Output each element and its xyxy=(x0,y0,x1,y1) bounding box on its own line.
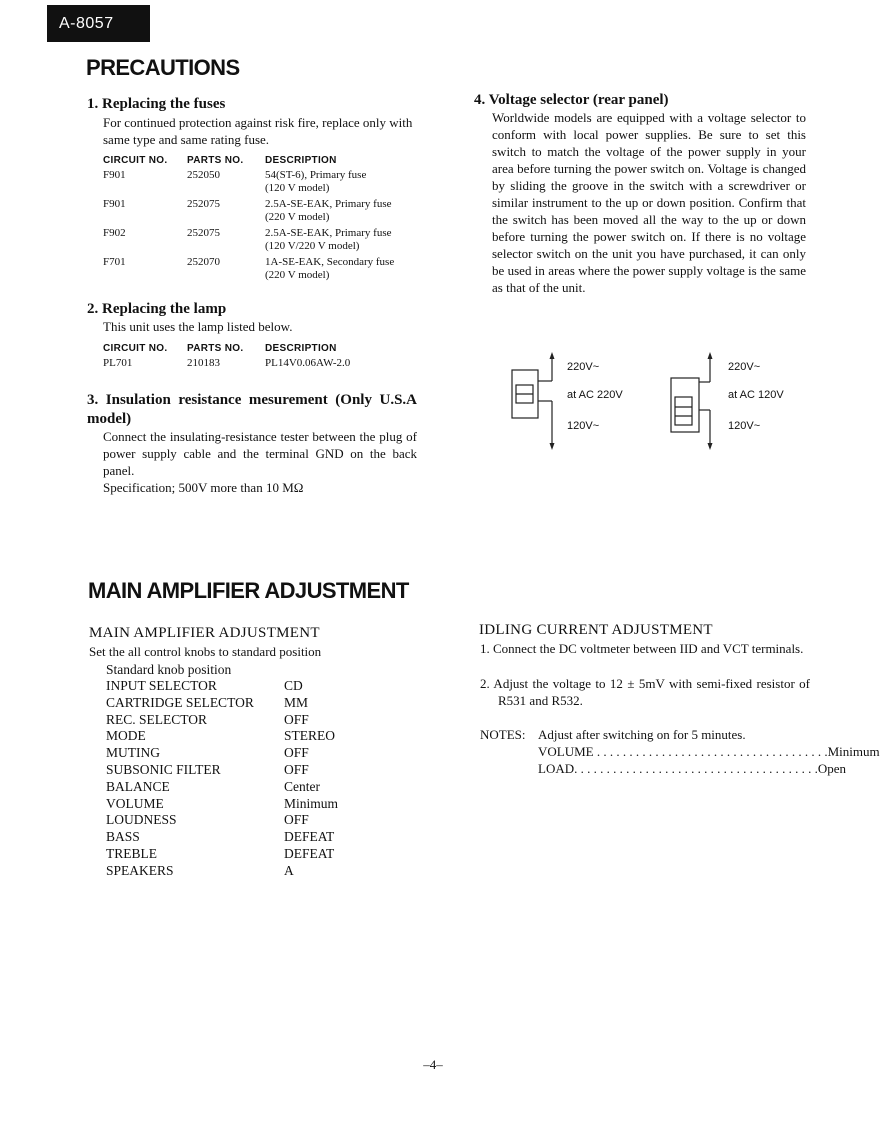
knob-name: BASS xyxy=(106,829,140,845)
notes-label: NOTES: xyxy=(480,727,526,742)
knob-name: SPEAKERS xyxy=(106,862,174,878)
table-row xyxy=(106,812,338,829)
voltage-label-top: 220V~ xyxy=(567,361,600,373)
circuit-no: F701 xyxy=(103,256,126,268)
knob-name: TREBLE xyxy=(106,845,157,861)
knob-name: BALANCE xyxy=(106,778,170,794)
table-row xyxy=(106,829,338,846)
fuses-section-title: 1. Replacing the fuses xyxy=(87,96,226,112)
note-item-value: Minimum xyxy=(827,744,880,759)
insulation-spec: Specification; 500V more than 10 MΩ xyxy=(103,480,304,495)
knob-value: OFF xyxy=(284,711,309,727)
knob-name: VOLUME xyxy=(106,795,164,811)
knob-position-table xyxy=(106,678,338,880)
lamp-section-title: 2. Replacing the lamp xyxy=(87,301,227,317)
table-row xyxy=(106,695,338,712)
table-row xyxy=(106,762,338,779)
knob-name: CARTRIDGE SELECTOR xyxy=(106,694,254,710)
parts-no: 210183 xyxy=(187,357,220,369)
note-item-value: Open xyxy=(817,761,847,776)
knob-value: OFF xyxy=(284,761,309,777)
table-row xyxy=(103,198,394,227)
voltage-text: Worldwide models are equipped with a voltage selector to conform with local power supplies. Be sure to set this switch to match the voltage of the power supply in your area before turning the power switch on. Voltage is changed by sliding the groove in the switch with a screwdriver or similar instrument to the up or down position. Confirm that the switch has been moved all the way to the up or down before turning the power switch on. If there is no voltage selector switch on the unit you have purchased, it can only be used in areas where the power supply voltage is the same as that of the unit. xyxy=(492,110,806,295)
fuse-parts-table xyxy=(103,155,394,285)
knob-value: STEREO xyxy=(284,728,336,744)
knob-value: MM xyxy=(284,694,309,710)
description: 2.5A-SE-EAK, Primary fuse (220 V model) xyxy=(265,198,392,223)
circuit-no: F901 xyxy=(103,198,126,210)
main-amp-subtitle: MAIN AMPLIFIER ADJUSTMENT xyxy=(89,625,320,641)
voltage-label-bottom: 120V~ xyxy=(728,420,761,432)
column-header: PARTS NO. xyxy=(187,343,244,354)
voltage-section-title: 4. Voltage selector (rear panel) xyxy=(474,92,669,108)
knob-value: OFF xyxy=(284,812,309,828)
table-row xyxy=(106,678,338,695)
standard-knob-label: Standard knob position xyxy=(106,662,232,677)
main-amp-heading: MAIN AMPLIFIER ADJUSTMENT xyxy=(88,578,409,603)
table-row xyxy=(106,745,338,762)
description: PL14V0.06AW-2.0 xyxy=(265,357,351,369)
description: 1A-SE-EAK, Secondary fuse (220 V model) xyxy=(265,256,395,281)
idling-step-2: 2. Adjust the voltage to 12 ± 5mV with semi-fixed resistor of R531 and R532. xyxy=(480,676,810,708)
table-row xyxy=(106,712,338,729)
knob-name: REC. SELECTOR xyxy=(106,711,208,727)
lamp-text: This unit uses the lamp listed below. xyxy=(103,319,293,334)
knob-value: A xyxy=(284,862,294,878)
knob-value: DEFEAT xyxy=(284,829,335,845)
parts-no: 252075 xyxy=(187,198,220,210)
column-header: CIRCUIT NO. xyxy=(103,155,168,166)
insulation-section-title: 3. Insulation resistance mesurement (Only U.S.A model) xyxy=(87,392,417,427)
note-item-name: LOAD xyxy=(538,761,575,776)
column-header: PARTS NO. xyxy=(187,155,244,166)
knob-value: DEFEAT xyxy=(284,845,335,861)
table-row xyxy=(103,169,394,198)
page-number: –4– xyxy=(423,1057,443,1072)
notes-text: Adjust after switching on for 5 minutes. xyxy=(538,727,746,742)
circuit-no: PL701 xyxy=(103,357,133,369)
insulation-text: Connect the insulating-resistance tester between the plug of power supply cable and the terminal GND on the back panel. xyxy=(103,429,417,478)
table-row xyxy=(106,779,338,796)
knob-name: INPUT SELECTOR xyxy=(106,678,217,693)
knob-value: OFF xyxy=(284,745,309,761)
main-amp-intro: Set the all control knobs to standard position xyxy=(89,644,322,659)
idling-step-1: 1. Connect the DC voltmeter between IID and VCT terminals. xyxy=(480,641,804,656)
note-item-name: VOLUME xyxy=(538,744,594,759)
lamp-parts-table xyxy=(103,343,350,373)
knob-name: MODE xyxy=(106,728,146,744)
knob-value: Center xyxy=(284,778,320,794)
voltage-switch-diagram-220v xyxy=(505,352,655,450)
description: 2.5A-SE-EAK, Primary fuse (120 V/220 V model) xyxy=(265,227,392,252)
voltage-label-bottom: 120V~ xyxy=(567,420,600,432)
knob-name: MUTING xyxy=(106,745,160,761)
voltage-label-middle: at AC 120V xyxy=(728,389,784,401)
knob-name: LOUDNESS xyxy=(106,812,177,828)
table-row xyxy=(106,846,338,863)
parts-no: 252050 xyxy=(187,169,220,181)
idling-notes xyxy=(480,726,880,777)
note-item xyxy=(480,743,880,760)
fuses-text: For continued protection against risk fire, replace only with same type and same rating fuse. xyxy=(103,115,413,147)
voltage-switch-diagram-120v xyxy=(666,352,816,450)
parts-no: 252070 xyxy=(187,256,220,268)
dot-leader: . . . . . . . . . . . . . . . . . . . . . . . . . . . . . . . . . . . . . . xyxy=(574,761,818,776)
column-header: DESCRIPTION xyxy=(265,155,337,166)
knob-name: SUBSONIC FILTER xyxy=(106,761,221,777)
circuit-no: F902 xyxy=(103,227,126,239)
table-row xyxy=(103,227,394,256)
model-number-tag: A-8057 xyxy=(47,5,150,42)
column-header: CIRCUIT NO. xyxy=(103,343,168,354)
table-row xyxy=(106,728,338,745)
knob-value: CD xyxy=(284,678,303,693)
table-row xyxy=(103,357,350,373)
table-row xyxy=(106,863,338,880)
table-row xyxy=(103,256,394,285)
precautions-heading: PRECAUTIONS xyxy=(86,55,240,80)
dot-leader: . . . . . . . . . . . . . . . . . . . . . . . . . . . . . . . . . . . . xyxy=(593,744,828,759)
table-row xyxy=(106,796,338,813)
note-item xyxy=(480,760,847,777)
description: 54(ST-6), Primary fuse (120 V model) xyxy=(265,169,367,194)
column-header: DESCRIPTION xyxy=(265,343,337,354)
knob-value: Minimum xyxy=(284,795,339,811)
parts-no: 252075 xyxy=(187,227,220,239)
idling-title: IDLING CURRENT ADJUSTMENT xyxy=(479,622,713,638)
circuit-no: F901 xyxy=(103,169,126,181)
voltage-label-middle: at AC 220V xyxy=(567,389,623,401)
voltage-label-top: 220V~ xyxy=(728,361,761,373)
